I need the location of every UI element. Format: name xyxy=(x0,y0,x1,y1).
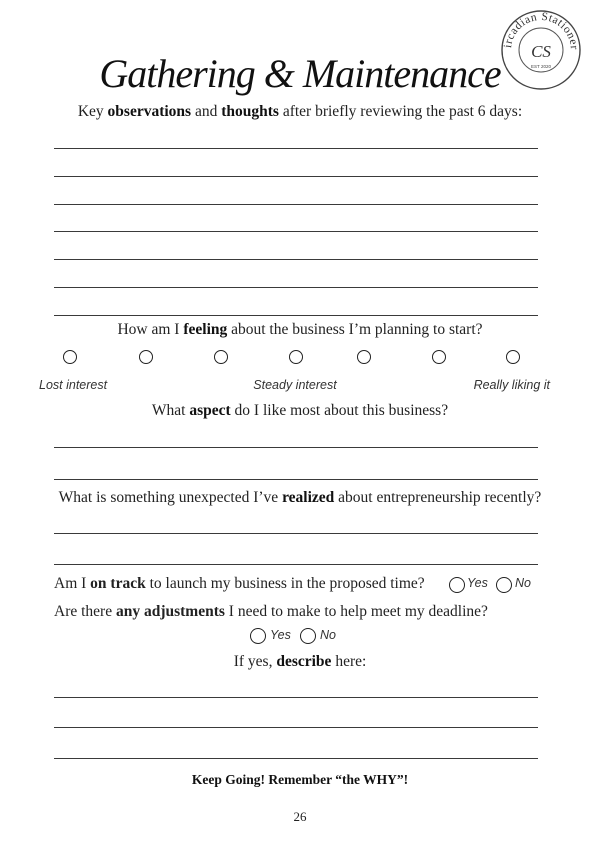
feeling-scale-option-2[interactable] xyxy=(139,350,153,364)
writing-line[interactable] xyxy=(54,758,538,759)
writing-line[interactable] xyxy=(54,176,538,177)
writing-line[interactable] xyxy=(54,447,538,448)
logo-brand-text: ircadian Stationer xyxy=(502,10,581,51)
feeling-scale-option-4[interactable] xyxy=(289,350,303,364)
page-title: Gathering & Maintenance xyxy=(99,51,501,96)
writing-line[interactable] xyxy=(54,287,538,288)
prompt-aspect: What aspect do I like most about this business? xyxy=(151,402,449,419)
writing-line[interactable] xyxy=(54,231,538,232)
brand-logo xyxy=(500,9,582,91)
adjustments-no-label: No xyxy=(320,628,336,642)
feeling-scale-option-6[interactable] xyxy=(432,350,446,364)
on-track-yes-label: Yes xyxy=(467,576,488,590)
writing-line[interactable] xyxy=(54,204,538,205)
feeling-scale-option-3[interactable] xyxy=(214,350,228,364)
prompt-observations: Key observations and thoughts after briefly reviewing the past 6 days: xyxy=(77,103,523,120)
feeling-scale-option-7[interactable] xyxy=(506,350,520,364)
prompt-adjustments: Are there any adjustments I need to make to help meet my deadline? xyxy=(54,603,488,620)
feeling-scale-option-1[interactable] xyxy=(63,350,77,364)
writing-line[interactable] xyxy=(54,533,538,534)
scale-label-middle: Steady interest xyxy=(253,378,337,392)
writing-line[interactable] xyxy=(54,697,538,698)
on-track-no-label: No xyxy=(515,576,531,590)
writing-line[interactable] xyxy=(54,727,538,728)
writing-line[interactable] xyxy=(54,259,538,260)
logo-monogram: CS xyxy=(531,42,551,61)
prompt-feeling: How am I feeling about the business I’m planning to start? xyxy=(117,321,483,338)
scale-label-high: Really liking it xyxy=(473,378,550,392)
scale-label-low: Lost interest xyxy=(39,378,108,392)
motivational-footer: Keep Going! Remember “the WHY”! xyxy=(191,772,409,787)
page-number: 26 xyxy=(293,809,307,824)
logo-est: EST 2020 xyxy=(531,64,551,69)
adjustments-no-radio[interactable] xyxy=(300,628,316,644)
prompt-describe: If yes, describe here: xyxy=(233,653,367,670)
prompt-on-track: Am I on track to launch my business in the proposed time? xyxy=(54,575,425,592)
adjustments-yes-label: Yes xyxy=(270,628,291,642)
writing-line[interactable] xyxy=(54,479,538,480)
writing-line[interactable] xyxy=(54,315,538,316)
adjustments-yes-radio[interactable] xyxy=(250,628,266,644)
prompt-realized: What is something unexpected I’ve realized about entrepreneurship recently? xyxy=(58,489,542,506)
writing-line[interactable] xyxy=(54,148,538,149)
on-track-yes-radio[interactable] xyxy=(449,577,465,593)
on-track-no-radio[interactable] xyxy=(496,577,512,593)
feeling-scale-option-5[interactable] xyxy=(357,350,371,364)
writing-line[interactable] xyxy=(54,564,538,565)
